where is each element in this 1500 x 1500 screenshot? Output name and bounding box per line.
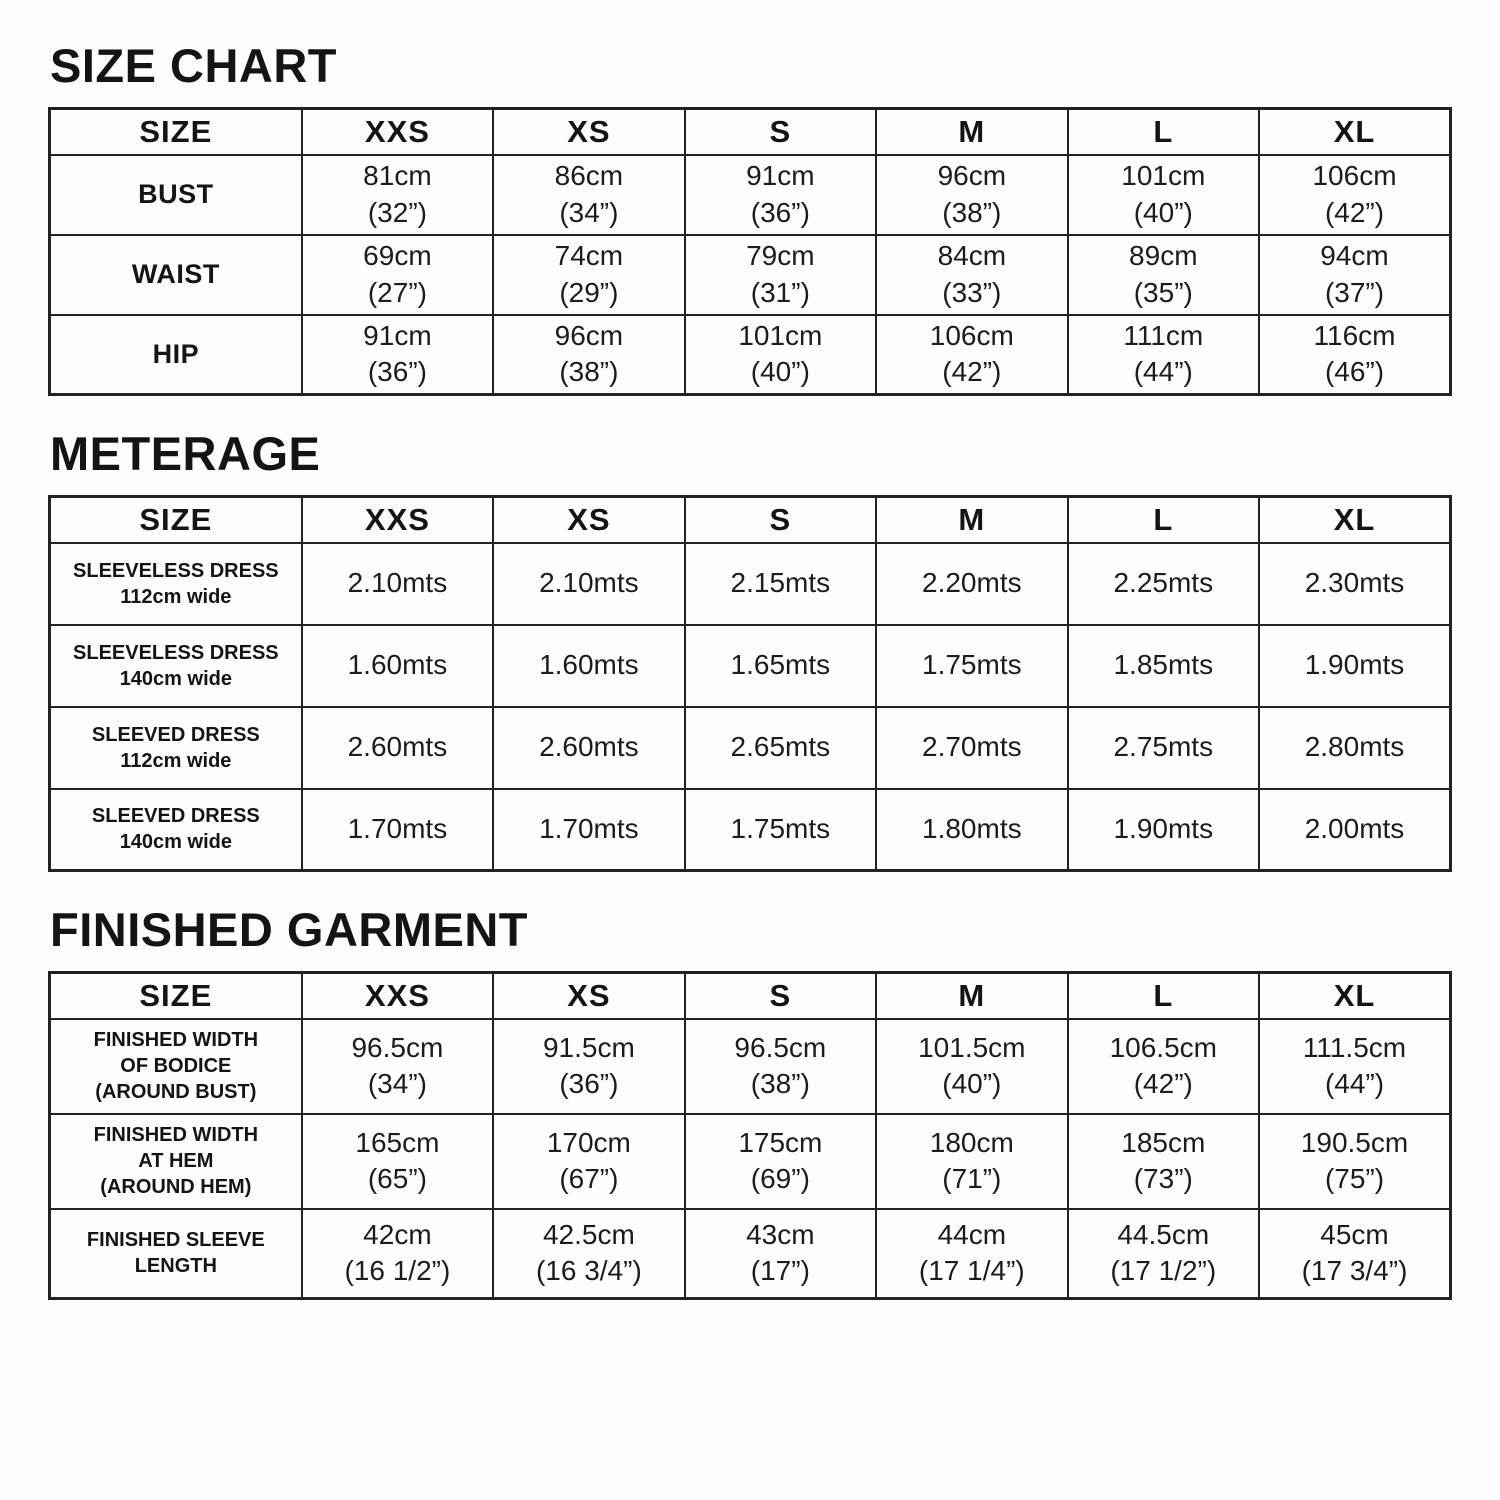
text-line: AT HEM [138, 1150, 214, 1172]
text-line: 1.90mts [1113, 813, 1214, 845]
text-line: 106cm [1312, 160, 1397, 192]
table-row [50, 235, 1451, 315]
text-line: 2.15mts [730, 567, 831, 599]
size-corner-header: SIZE [50, 109, 302, 155]
size-column-header: L [1068, 497, 1259, 543]
text-line: 2.75mts [1113, 731, 1214, 763]
table-row [50, 789, 1451, 871]
text-line: 96.5cm [351, 1031, 444, 1063]
text-line: (31”) [750, 276, 810, 308]
size-column-header: XS [493, 497, 684, 543]
measurement-cell [876, 1019, 1067, 1114]
size-chart-table [48, 107, 1452, 396]
measurement-cell [876, 315, 1067, 395]
header-row [50, 497, 1451, 543]
text-line: 86cm [554, 160, 624, 192]
size-column-header: L [1068, 973, 1259, 1019]
text-line: (17 1/4”) [918, 1255, 1025, 1287]
table-row [50, 707, 1451, 789]
text-line: 180cm [929, 1126, 1014, 1158]
text-line: (69”) [750, 1163, 810, 1194]
text-line: 1.80mts [922, 813, 1022, 845]
text-line: 2.10mts [347, 567, 448, 599]
text-line: 175cm [738, 1126, 823, 1158]
text-line: 1.70mts [539, 813, 639, 845]
size-column-header: XXS [302, 497, 493, 543]
measurement-cell [302, 707, 493, 789]
text-line: (17 3/4”) [1301, 1255, 1408, 1287]
size-column-header: L [1068, 109, 1259, 155]
text-line: 2.00mts [1304, 813, 1405, 845]
text-line: (36”) [559, 1068, 619, 1099]
text-line: 91cm [363, 319, 432, 351]
measurement-cell [1068, 1019, 1259, 1114]
text-line: 2.10mts [539, 567, 639, 599]
text-line: 81cm [363, 160, 432, 192]
row-label [50, 1019, 302, 1114]
text-line: 44cm [937, 1218, 1007, 1250]
measurement-cell [876, 707, 1067, 789]
text-line: (46”) [1324, 356, 1385, 388]
text-line: (34”) [559, 196, 619, 228]
measurement-cell [1068, 707, 1259, 789]
measurement-cell [1068, 543, 1259, 625]
table-row [50, 625, 1451, 707]
text-line: SLEEVELESS DRESS [73, 559, 279, 582]
text-line: 116cm [1313, 319, 1396, 351]
measurement-cell [685, 1114, 876, 1209]
measurement-cell [302, 1019, 493, 1114]
measurement-cell [302, 625, 493, 707]
text-line: (35”) [1133, 276, 1193, 308]
measurement-cell [685, 707, 876, 789]
table-row [50, 1209, 1451, 1299]
measurement-cell [493, 789, 684, 871]
header-row [50, 973, 1451, 1019]
text-line: 1.90mts [1304, 649, 1405, 681]
section-finished-garment [48, 903, 1452, 1300]
text-line: OF BODICE [120, 1055, 232, 1077]
measurement-cell [493, 155, 684, 235]
text-line: 165cm [355, 1126, 440, 1158]
measurement-cell [876, 235, 1067, 315]
text-line: FINISHED SLEEVE [86, 1229, 265, 1252]
text-line: 106.5cm [1109, 1031, 1217, 1063]
text-line: SLEEVED DRESS [91, 805, 260, 828]
size-column-header: S [685, 973, 876, 1019]
text-line: (40”) [942, 1068, 1002, 1099]
table-row [50, 315, 1451, 395]
measurement-cell [1259, 1114, 1450, 1209]
row-label [50, 1114, 302, 1209]
text-line: 45cm [1320, 1218, 1389, 1250]
row-label [50, 625, 302, 707]
measurement-cell [1259, 707, 1450, 789]
text-line: SLEEVED DRESS [91, 723, 260, 746]
text-line: SLEEVELESS DRESS [73, 641, 279, 664]
measurement-cell [685, 625, 876, 707]
text-line: (AROUND BUST) [95, 1081, 257, 1103]
meterage-table [48, 495, 1452, 872]
measurement-cell [685, 315, 876, 395]
text-line: 1.70mts [347, 813, 448, 845]
text-line: 112cm wide [120, 749, 232, 772]
measurement-cell [1068, 1209, 1259, 1299]
text-line: (27”) [367, 276, 427, 308]
text-line: 91cm [746, 160, 815, 192]
size-column-header: XXS [302, 109, 493, 155]
measurement-cell [876, 625, 1067, 707]
measurement-cell [302, 155, 493, 235]
measurement-cell [685, 543, 876, 625]
measurement-cell [685, 1019, 876, 1114]
text-line: (67”) [559, 1163, 619, 1194]
text-line: 112cm wide [120, 585, 232, 608]
header-row [50, 109, 1451, 155]
measurement-cell [876, 543, 1067, 625]
measurement-cell [1068, 155, 1259, 235]
measurement-cell [302, 543, 493, 625]
size-column-header: XXS [302, 973, 493, 1019]
row-label [50, 543, 302, 625]
text-line: 111.5cm [1302, 1031, 1407, 1063]
size-column-header: XS [493, 973, 684, 1019]
measurement-cell [493, 315, 684, 395]
measurement-cell [685, 155, 876, 235]
text-line: 185cm [1121, 1126, 1206, 1158]
section-size-chart [48, 39, 1452, 396]
text-line: HIP [152, 338, 200, 369]
text-line: (33”) [942, 276, 1002, 308]
text-line: 42.5cm [542, 1218, 635, 1250]
size-column-header: M [876, 109, 1067, 155]
text-line: 96cm [937, 160, 1007, 192]
size-column-header: XL [1259, 109, 1450, 155]
text-line: (36”) [367, 356, 427, 388]
text-line: 101cm [738, 319, 823, 351]
measurement-cell [685, 235, 876, 315]
measurement-cell [876, 1209, 1067, 1299]
measurement-cell [1259, 1209, 1450, 1299]
text-line: 1.60mts [347, 649, 448, 681]
measurement-cell [493, 235, 684, 315]
measurement-cell [302, 315, 493, 395]
finished-garment-table [48, 971, 1452, 1300]
measurement-cell [1068, 1114, 1259, 1209]
text-line: (17 1/2”) [1110, 1255, 1217, 1287]
size-column-header: XL [1259, 497, 1450, 543]
text-line: 2.60mts [347, 731, 448, 763]
text-line: 96.5cm [734, 1031, 827, 1063]
size-column-header: XL [1259, 973, 1450, 1019]
measurement-cell [1068, 789, 1259, 871]
measurement-cell [1068, 625, 1259, 707]
measurement-cell [876, 789, 1067, 871]
text-line: (40”) [750, 356, 810, 388]
section-meterage [48, 427, 1452, 872]
size-chart-title: SIZE CHART [50, 39, 337, 92]
text-line: (16 1/2”) [344, 1255, 451, 1287]
meterage-title: METERAGE [50, 427, 321, 480]
measurement-cell [876, 155, 1067, 235]
row-label [50, 1209, 302, 1299]
text-line: 170cm [546, 1126, 631, 1158]
measurement-cell [1259, 235, 1450, 315]
size-column-header: M [876, 973, 1067, 1019]
text-line: (75”) [1324, 1163, 1385, 1194]
row-label [50, 155, 302, 235]
size-column-header: XS [493, 109, 684, 155]
text-line: 2.65mts [730, 731, 831, 763]
text-line: BUST [138, 179, 214, 209]
text-line: 140cm wide [119, 831, 232, 854]
measurement-cell [1259, 543, 1450, 625]
text-line: 2.70mts [922, 731, 1022, 763]
text-line: 190.5cm [1300, 1126, 1409, 1158]
text-line: 1.60mts [539, 649, 639, 681]
text-line: FINISHED WIDTH [93, 1029, 259, 1051]
text-line: (71”) [942, 1163, 1002, 1194]
text-line: 140cm wide [119, 667, 232, 690]
text-line: (37”) [1324, 276, 1385, 308]
measurement-cell [302, 789, 493, 871]
text-line: (44”) [1133, 356, 1193, 388]
text-line: 2.80mts [1304, 731, 1405, 763]
measurement-cell [302, 235, 493, 315]
measurement-cell [493, 1209, 684, 1299]
text-line: (17”) [750, 1255, 810, 1287]
measurement-cell [1259, 789, 1450, 871]
text-line: 106cm [929, 319, 1014, 351]
text-line: 91.5cm [542, 1031, 635, 1063]
row-label [50, 789, 302, 871]
measurement-cell [876, 1114, 1067, 1209]
measurement-cell [493, 1114, 684, 1209]
text-line: 2.25mts [1113, 567, 1214, 599]
text-line: (40”) [1133, 196, 1193, 228]
text-line: 2.20mts [922, 567, 1022, 599]
text-line: (AROUND HEM) [100, 1176, 252, 1198]
text-line: 89cm [1129, 240, 1198, 272]
text-line: 43cm [746, 1218, 815, 1250]
text-line: (32”) [367, 196, 427, 228]
finished-garment-title: FINISHED GARMENT [50, 903, 528, 956]
text-line: (42”) [1133, 1068, 1193, 1099]
measurement-cell [1259, 315, 1450, 395]
text-line: 1.75mts [730, 813, 831, 845]
row-label [50, 235, 302, 315]
text-line: 2.60mts [539, 731, 639, 763]
text-line: 1.85mts [1113, 649, 1214, 681]
text-line: WAIST [131, 259, 220, 289]
text-line: 74cm [554, 240, 624, 272]
measurement-cell [1068, 235, 1259, 315]
row-label [50, 707, 302, 789]
text-line: 94cm [1320, 240, 1389, 272]
text-line: 42cm [363, 1218, 432, 1250]
text-line: 79cm [746, 240, 815, 272]
text-line: (42”) [1324, 196, 1385, 228]
measurement-cell [493, 707, 684, 789]
text-line: (38”) [559, 356, 619, 388]
text-line: 1.65mts [730, 649, 831, 681]
text-line: (29”) [559, 276, 619, 308]
size-corner-header: SIZE [50, 497, 302, 543]
text-line: 1.75mts [922, 649, 1022, 681]
text-line: 44.5cm [1117, 1218, 1210, 1250]
text-line: (65”) [367, 1163, 427, 1194]
text-line: 101cm [1121, 160, 1206, 192]
measurement-cell [1259, 1019, 1450, 1114]
text-line: 2.30mts [1304, 567, 1405, 599]
measurement-cell [685, 789, 876, 871]
text-line: (73”) [1133, 1163, 1193, 1194]
table-row [50, 1019, 1451, 1114]
table-row [50, 155, 1451, 235]
text-line: (38”) [942, 196, 1002, 228]
measurement-cell [1259, 155, 1450, 235]
size-column-header: S [685, 109, 876, 155]
text-line: LENGTH [134, 1255, 217, 1278]
text-line: (36”) [750, 196, 810, 228]
text-line: (16 3/4”) [535, 1255, 642, 1287]
size-corner-header: SIZE [50, 973, 302, 1019]
table-row [50, 543, 1451, 625]
size-column-header: M [876, 497, 1067, 543]
text-line: 96cm [554, 319, 624, 351]
measurement-cell [685, 1209, 876, 1299]
measurement-cell [302, 1114, 493, 1209]
text-line: (38”) [750, 1068, 810, 1099]
row-label [50, 315, 302, 395]
measurement-cell [493, 543, 684, 625]
measurement-cell [493, 1019, 684, 1114]
text-line: 101.5cm [918, 1031, 1026, 1063]
measurement-cell [493, 625, 684, 707]
text-line: FINISHED WIDTH [93, 1124, 259, 1146]
measurement-cell [1068, 315, 1259, 395]
text-line: 69cm [363, 240, 432, 272]
text-line: 84cm [937, 240, 1007, 272]
measurement-cell [1259, 625, 1450, 707]
text-line: 111cm [1123, 319, 1204, 351]
size-column-header: S [685, 497, 876, 543]
measurement-cell [302, 1209, 493, 1299]
text-line: (44”) [1324, 1068, 1385, 1099]
table-row [50, 1114, 1451, 1209]
text-line: (42”) [942, 356, 1002, 388]
text-line: (34”) [367, 1068, 427, 1099]
